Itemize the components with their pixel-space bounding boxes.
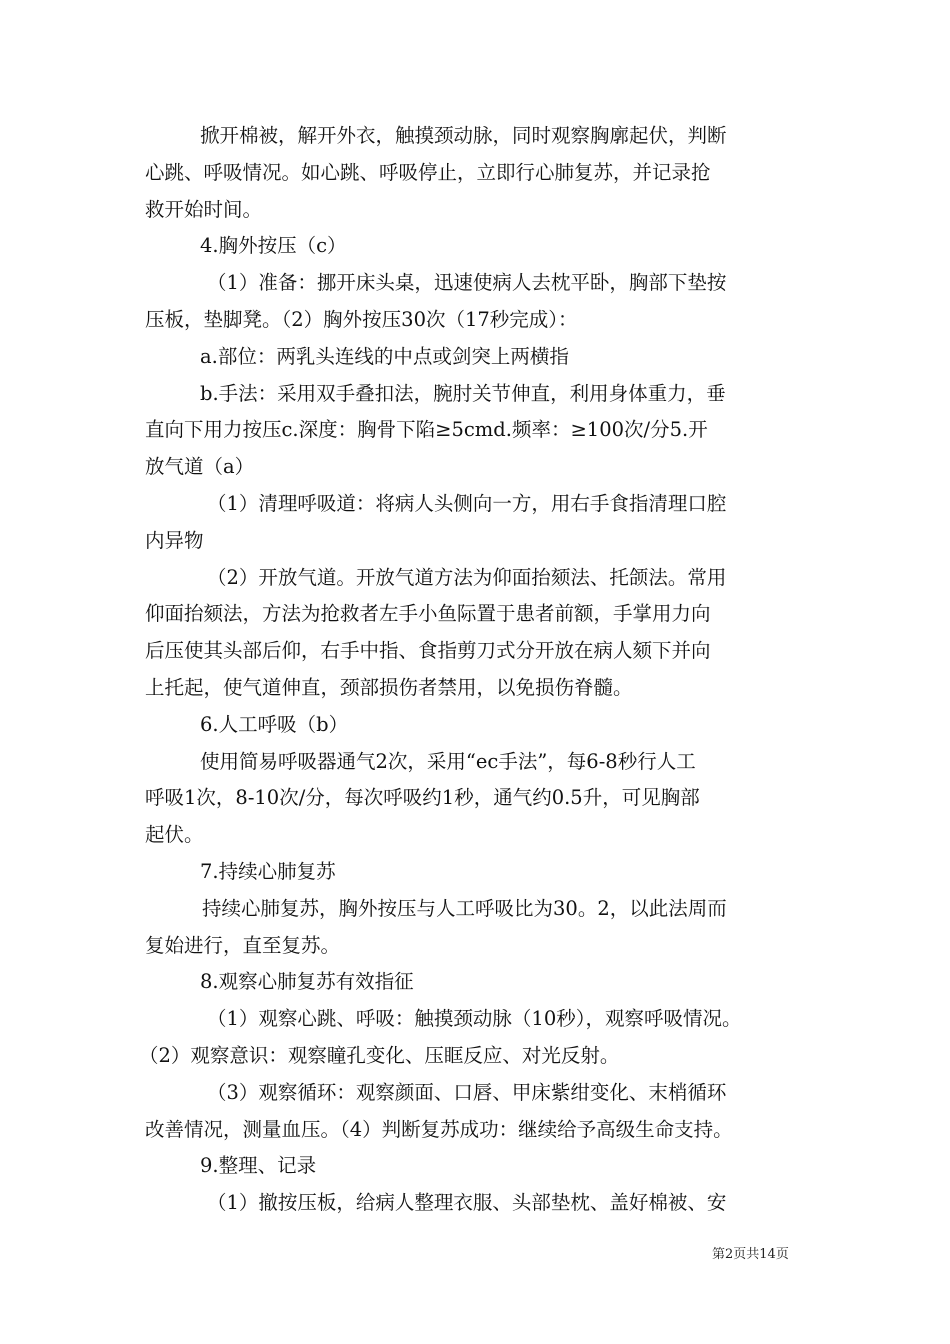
text-line: （1）准备：挪开床头桌，迅速使病人去枕平卧，胸部下垫按 — [207, 271, 727, 295]
text-line: （3）观察循环：观察颜面、口唇、甲床紫绀变化、末梢循环 — [207, 1080, 727, 1104]
text-line: b.手法：采用双手叠扣法，腕肘关节伸直，利用身体重力，垂 — [200, 381, 726, 405]
text-line: 持续心肺复苏，胸外按压与人工呼吸比为30。2，以此法周而 — [202, 896, 727, 920]
text-line: 7.持续心肺复苏 — [200, 859, 336, 883]
text-line: 后压使其头部后仰，右手中指、食指剪刀式分开放在病人颏下并向 — [145, 639, 711, 663]
text-line: 复始进行，直至复苏。 — [145, 933, 341, 957]
text-line: a.部位：两乳头连线的中点或剑突上两横指 — [200, 344, 569, 368]
text-line: （2）观察意识：观察瞳孔变化、压眶反应、对光反射。 — [139, 1043, 620, 1067]
text-line: （1）撤按压板，给病人整理衣服、头部垫枕、盖好棉被、安 — [207, 1191, 727, 1215]
text-line: 起伏。 — [145, 823, 204, 847]
text-line: （1）清理呼吸道：将病人头侧向一方，用右手食指清理口腔 — [207, 491, 727, 515]
text-line: 放气道（a） — [145, 455, 255, 479]
text-line: 救开始时间。 — [145, 197, 263, 221]
text-line: 内异物 — [145, 528, 204, 552]
text-line: 8.观察心肺复苏有效指征 — [200, 970, 414, 994]
text-line: 9.整理、记录 — [200, 1154, 317, 1178]
text-line: 心跳、呼吸情况。如心跳、呼吸停止，立即行心肺复苏，并记录抢 — [145, 160, 711, 184]
page-number: 第2页共14页 — [712, 1247, 789, 1262]
text-line: 掀开棉被，解开外衣，触摸颈动脉，同时观察胸廓起伏，判断 — [200, 124, 727, 147]
text-line: 6.人工呼吸（b） — [200, 712, 349, 736]
text-line: 上托起，使气道伸直，颈部损伤者禁用，以免损伤脊髓。 — [145, 675, 633, 699]
text-line: 压板，垫脚凳。（2）胸外按压30次（17秒完成）： — [145, 307, 578, 331]
text-line: 改善情况，测量血压。（4）判断复苏成功：继续给予高级生命支持。 — [145, 1117, 733, 1141]
text-line: 呼吸1次，8-10次/分，每次呼吸约1秒，通气约0.5升，可见胸部 — [145, 786, 700, 810]
text-line: 直向下用力按压c.深度：胸骨下陷≥5cmd.频率：≥100次/分5.开 — [145, 418, 708, 442]
document-body — [139, 118, 807, 1222]
text-line: 仰面抬颏法，方法为抢救者左手小鱼际置于患者前额，手掌用力向 — [145, 602, 711, 626]
text-line: （2）开放气道。开放气道方法为仰面抬颏法、托颌法。常用 — [207, 565, 727, 589]
text-line: 使用简易呼吸器通气2次，采用“ec手法”，每6-8秒行人工 — [200, 749, 696, 773]
text-line: （1）观察心跳、呼吸：触摸颈动脉（10秒），观察呼吸情况。 — [207, 1007, 742, 1031]
text-line: 4.胸外按压（c） — [200, 234, 347, 258]
